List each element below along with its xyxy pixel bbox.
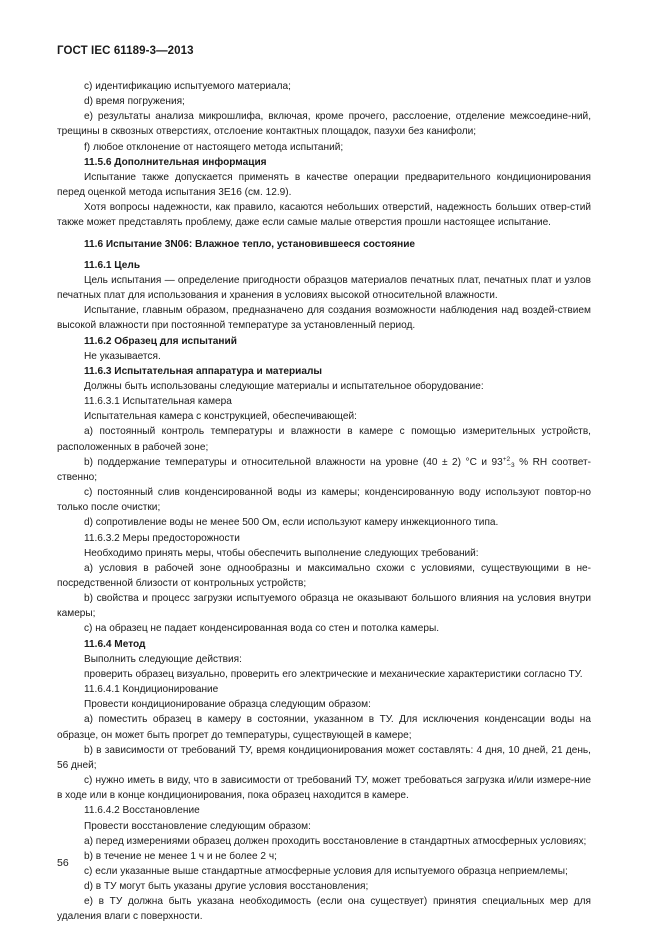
paragraph: Необходимо принять меры, чтобы обеспечить выполнение следующих требований:: [84, 547, 479, 559]
paragraph: Цель испытания — определение пригодности образцов материалов печатных плат, печатных плат и узлов печатных плат для использования и хранения в условиях высокой относительной влажности.: [57, 274, 591, 302]
section-heading-11-6-2: 11.6.2 Образец для испытаний: [84, 335, 237, 347]
paragraph: Провести кондиционирование образца следующим образом:: [84, 699, 371, 711]
tolerance-lower: −3: [507, 461, 515, 469]
list-item-b: b) в течение не менее 1 ч и не более 2 ч;: [84, 850, 277, 862]
list-item-d: d) в ТУ могут быть указаны другие условия восстановления;: [84, 881, 369, 893]
list-item-c: c) на образец не падает конденсированная вода со стен и потолка камеры.: [84, 623, 440, 635]
tolerance-upper: +2: [502, 455, 511, 463]
section-heading-11-6-3: 11.6.3 Испытательная аппаратура и материалы: [84, 365, 323, 377]
list-item-a: a) условия в рабочей зоне однообразны и максимально схожи с условиями, существующими в не-посредственной близости от контрольных устройств;: [57, 562, 591, 589]
list-item-d: d) сопротивление воды не менее 500 Ом, если используют камеру инжекционного типа.: [84, 517, 499, 529]
document-header: ГОСТ IEC 61189-3—2013: [57, 45, 194, 57]
subsection-heading-11-6-4-2: 11.6.4.2 Восстановление: [84, 805, 200, 817]
section-heading-11-6-1: 11.6.1 Цель: [84, 259, 141, 271]
list-item-c: c) идентификацию испытуемого материала;: [84, 81, 291, 92]
list-item-b-text: b) поддержание температуры и относительной влажности на уровне (40 ± 2) °С и 93: [84, 456, 503, 468]
list-item-a: a) перед измерениями образец должен проходить восстановление в стандартных атмосферных условиях;: [84, 835, 587, 847]
list-item-a: a) постоянный контроль температуры и влажности в камере с помощью измерительных устройств, расположенных в рабочей зоне;: [57, 426, 591, 453]
list-item-a: a) поместить образец в камеру в состоянии, указанном в ТУ. Для исключения конденсации воды на образце, он может быть прогрет до температуры, существующей в камере;: [57, 714, 591, 741]
list-item-c: c) если указанные выше стандартные атмосферные условия для испытуемого образца неприемлемы;: [84, 865, 568, 877]
paragraph: Не указывается.: [84, 350, 161, 362]
document-body: [57, 79, 591, 925]
list-item-d: d) время погружения;: [84, 96, 185, 108]
list-item-e: e) в ТУ должна быть указана необходимость (если она существует) принятия специальных мер для удаления влаги с поверхности.: [57, 896, 591, 923]
section-heading-11-6-4: 11.6.4 Метод: [84, 638, 146, 650]
paragraph: Испытание, главным образом, предназначено для создания возможности наблюдения над воздей-ствием высокой влажности при постоянной температуре за установленный период.: [57, 305, 591, 332]
list-item-b: b) свойства и процесс загрузки испытуемого образца не оказывают большого влияния на условия внутри камеры;: [57, 593, 591, 620]
paragraph: Хотя вопросы надежности, как правило, касаются небольших отверстий, надежность больших отвер-стий также может представлять проблему, даже если самые малые отверстия прошли настоящее испытание.: [57, 202, 591, 229]
page-number: 56: [57, 857, 69, 869]
subsection-heading-11-6-3-2: 11.6.3.2 Меры предосторожности: [84, 532, 240, 544]
paragraph: проверить образец визуально, проверить его электрические и механические характеристики согласно ТУ.: [84, 668, 583, 680]
paragraph: Провести восстановление следующим образом:: [84, 820, 311, 832]
list-item-b: [57, 455, 591, 485]
list-item-e: e) результаты анализа микрошлифа, включая, кроме прочего, расслоение, отделение межсоедине-ний, трещины в сквозных отверстиях, отслоение контактных площадок, пазухи без канифоли;: [57, 111, 591, 138]
subsection-heading-11-6-4-1: 11.6.4.1 Кондиционирование: [84, 684, 219, 696]
paragraph: Должны быть использованы следующие материалы и испытательное оборудование:: [84, 380, 484, 392]
subsection-heading-11-6-3-1: 11.6.3.1 Испытательная камера: [84, 396, 232, 408]
section-heading-11-5-6: 11.5.6 Дополнительная информация: [84, 156, 267, 168]
list-item-b: b) в зависимости от требований ТУ, время кондиционирования может составлять: 4 дня, 10 дней, 21 день, 56 дней;: [57, 744, 591, 771]
list-item-f: f) любое отклонение от настоящего метода испытаний;: [84, 141, 344, 153]
paragraph: Испытательная камера с конструкцией, обеспечивающей:: [84, 411, 357, 423]
list-item-c: c) нужно иметь в виду, что в зависимости от требований ТУ, может требоваться загрузка и/или измере-ние в ходе или в конце кондиционирования, пока образец находится в камере.: [57, 775, 591, 802]
paragraph: Испытание также допускается применять в качестве операции предварительного кондиционирования перед оценкой метода испытания 3Е16 (см. 12.9).: [57, 171, 591, 199]
list-item-c: c) постоянный слив конденсированной воды из камеры; конденсированную воду используют повтор-но только после очистки;: [57, 487, 591, 514]
list-item-b-text-end: % RH соответ-ственно;: [57, 456, 591, 483]
paragraph: Выполнить следующие действия:: [84, 653, 242, 665]
section-heading-11-6: 11.6 Испытание 3N06: Влажное тепло, установившееся состояние: [84, 238, 416, 250]
